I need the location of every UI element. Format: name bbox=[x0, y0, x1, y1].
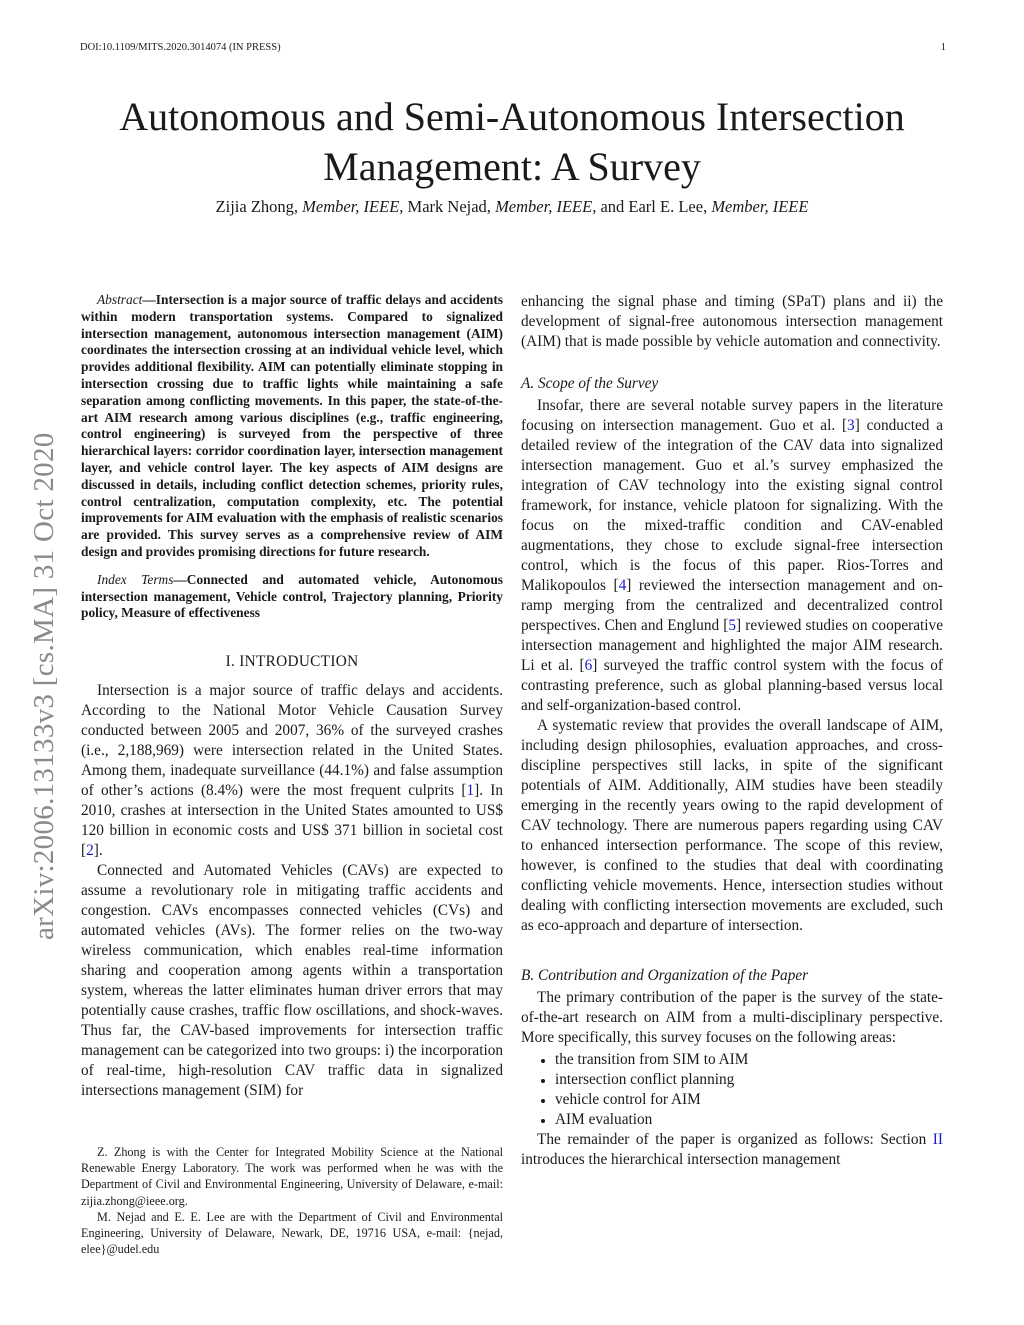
organization-paragraph: The remainder of the paper is organized as follows: Section II introduces the hierarchical intersection management bbox=[521, 1131, 943, 1168]
citation-link[interactable]: 5 bbox=[728, 617, 737, 634]
page-number: 1 bbox=[940, 42, 946, 53]
left-column bbox=[81, 292, 503, 1101]
index-terms-text: —Connected and automated vehicle, Autonomous intersection management, Vehicle control, Trajectory planning, Priority policy, Measure of effectiveness bbox=[81, 571, 503, 621]
author-name: and Earl E. Lee, bbox=[596, 197, 712, 216]
citation-link[interactable]: 1 bbox=[466, 782, 475, 800]
section-reference-link[interactable]: II bbox=[932, 1131, 943, 1148]
subsection-heading-contribution: B. Contribution and Organization of the Paper bbox=[521, 967, 809, 984]
index-terms-label: Index Terms bbox=[97, 571, 174, 587]
right-column bbox=[521, 292, 943, 1170]
index-terms bbox=[81, 572, 503, 622]
footnote: M. Nejad and E. E. Lee are with the Department of Civil and Environmental Engineering, University of Delaware, Newark, DE, 19716 USA, e-mail: {nejad, elee}@udel.edu bbox=[81, 1209, 503, 1257]
author-footnotes bbox=[81, 1144, 503, 1257]
doi-label: DOI:10.1109/MITS.2020.3014074 (IN PRESS) bbox=[80, 42, 281, 53]
title-line-2: Management: A Survey bbox=[323, 144, 701, 189]
abstract-text: —Intersection is a major source of traffic delays and accidents within modern transportation systems. Compared to signalized intersection management, autonomous intersection management (AIM) coordinates the intersection crossing at an individual vehicle level, which provides additional flexibility. AIM can potentially eliminate stopping in intersection crossing due to traffic lights while maintaining a safe separation among conflicting movements. In this paper, the state-of-the-art AIM research among various disciplines (e.g., traffic engineering, control engineering) is surveyed from the perspective of three hierarchical layers: corridor coordination layer, intersection management layer, and vehicle control layer. The key aspects of AIM designs are discussed in details, including conflict detection schemes, priority rules, control centralization, computation complexity, etc. The potential improvements for AIM evaluation with the emphasis of realistic scenarios are provided. This survey serves as a comprehensive review of AIM design and provides promising directions for future research. bbox=[81, 292, 503, 559]
abstract bbox=[81, 292, 503, 561]
scope-paragraph-2: A systematic review that provides the overall landscape of AIM, including design philosophies, evaluation approaches, and cross-discipline perspectives still lacks, in spite of the significant potentials of AIM. Additionally, AIM studies have been steadily emerging in the recently years owing to the rapid development of CAV technology. There are numerous papers regarding using CAV to enhanced intersection performance. The scope of this review, however, is confined to the studies that deal with coordinating conflicting vehicle movements. Hence, intersection studies without dealing with conflicting intersection movements are excluded, such as eco-approach and departure of intersection. bbox=[521, 717, 943, 934]
citation-link[interactable]: 6 bbox=[584, 657, 593, 674]
running-header bbox=[80, 42, 946, 53]
author-name: Mark Nejad, bbox=[403, 197, 496, 216]
paper-title bbox=[0, 92, 1024, 192]
footnote: Z. Zhong is with the Center for Integrated Mobility Science at the National Renewable Energy Laboratory. The work was performed when he was with the Department of Civil and Environmental Engineering, University of Delaware, e-mail: zijia.zhong@ieee.org. bbox=[81, 1145, 503, 1208]
intro-paragraph-2: Connected and Automated Vehicles (CAVs) are expected to assume a revolutionary role in mitigating traffic accidents and congestion. CAVs encompasses connected vehicles (CVs) and automated vehicles (AVs). The former relies on the two-way wireless communication, which enables real-time information sharing and cooperation among agents within a transportation system, whereas the latter eliminates human driver errors that may potentially cause crashes, traffic flow oscillations, and shock-waves. Thus far, the CAV-based improvements for intersection traffic management can be categorized into two groups: i) the incorporation of real-time, high-resolution CAV traffic data in signalized intersections management (SIM) for bbox=[81, 862, 503, 1100]
list-item: vehicle control for AIM bbox=[539, 1090, 943, 1110]
intro-paragraph-1: Intersection is a major source of traffic delays and accidents. According to the National Motor Vehicle Causation Survey conducted between 2005 and 2007, 36% of the surveyed crashes (i.e., 2,188,969) were intersection related in the United States. Among them, inadequate surveillance (44.1%) and false assumption of other’s actions (8.4%) were the most frequent culprits [1]. In 2010, crashes at intersection in the United States amounted to US$ 120 billion in economic costs and US$ 371 billion in societal cost [2]. bbox=[81, 682, 503, 860]
list-item: intersection conflict planning bbox=[539, 1070, 943, 1090]
author-affiliation: Member, IEEE, bbox=[302, 197, 404, 216]
intro-paragraph-2-continued: enhancing the signal phase and timing (SPaT) plans and ii) the development of signal-free autonomous intersection management (AIM) that is made possible by vehicle automation and connectivity. bbox=[521, 293, 943, 350]
citation-link[interactable]: 2 bbox=[86, 842, 94, 860]
citation-link[interactable]: 4 bbox=[618, 577, 627, 594]
list-item: AIM evaluation bbox=[539, 1110, 943, 1130]
citation-link[interactable]: 3 bbox=[847, 417, 855, 434]
abstract-label: Abstract bbox=[97, 292, 143, 307]
section-heading-introduction: I. INTRODUCTION bbox=[225, 653, 359, 671]
list-item: the transition from SIM to AIM bbox=[539, 1050, 943, 1070]
contribution-paragraph-1: The primary contribution of the paper is the survey of the state-of-the-art research on AIM from a multi-disciplinary perspective. More specifically, this survey focuses on the following areas: bbox=[521, 989, 943, 1046]
subsection-heading-scope: A. Scope of the Survey bbox=[521, 375, 659, 392]
scope-paragraph-1: Insofar, there are several notable survey papers in the literature focusing on intersection management. Guo et al. [3] conducted a detailed review of the integration of the CAV data into signalized intersection management. Guo et al.’s survey emphasized the integration of CAV technology into the existing signal control framework, for instance, vehicle platoon for signalizing. With the focus on the mixed-traffic condition and CAV-enabled augmentations, they chose to exclude signal-free intersection control, which is the focus of this paper. Rios-Torres and Malikopoulos [4] reviewed the intersection management and on-ramp merging from the centralized and decentralized control perspectives. Chen and Englund [5] reviewed studies on cooperative intersection management and highlighted the major AIM research. Li et al. [6] surveyed the traffic control system with the focus of contrasting preference, such as global planning-based versus local and self-organization-based control. bbox=[521, 397, 943, 714]
arxiv-stamp: arXiv:2006.13133v3 [cs.MA] 31 Oct 2020 bbox=[28, 432, 60, 940]
author-name: Zijia Zhong, bbox=[215, 197, 303, 216]
focus-areas-list bbox=[521, 1050, 943, 1130]
author-affiliation: Member, IEEE bbox=[711, 197, 809, 216]
author-affiliation: Member, IEEE, bbox=[495, 197, 597, 216]
author-list bbox=[0, 197, 1024, 217]
title-line-1: Autonomous and Semi-Autonomous Intersection bbox=[119, 94, 905, 139]
